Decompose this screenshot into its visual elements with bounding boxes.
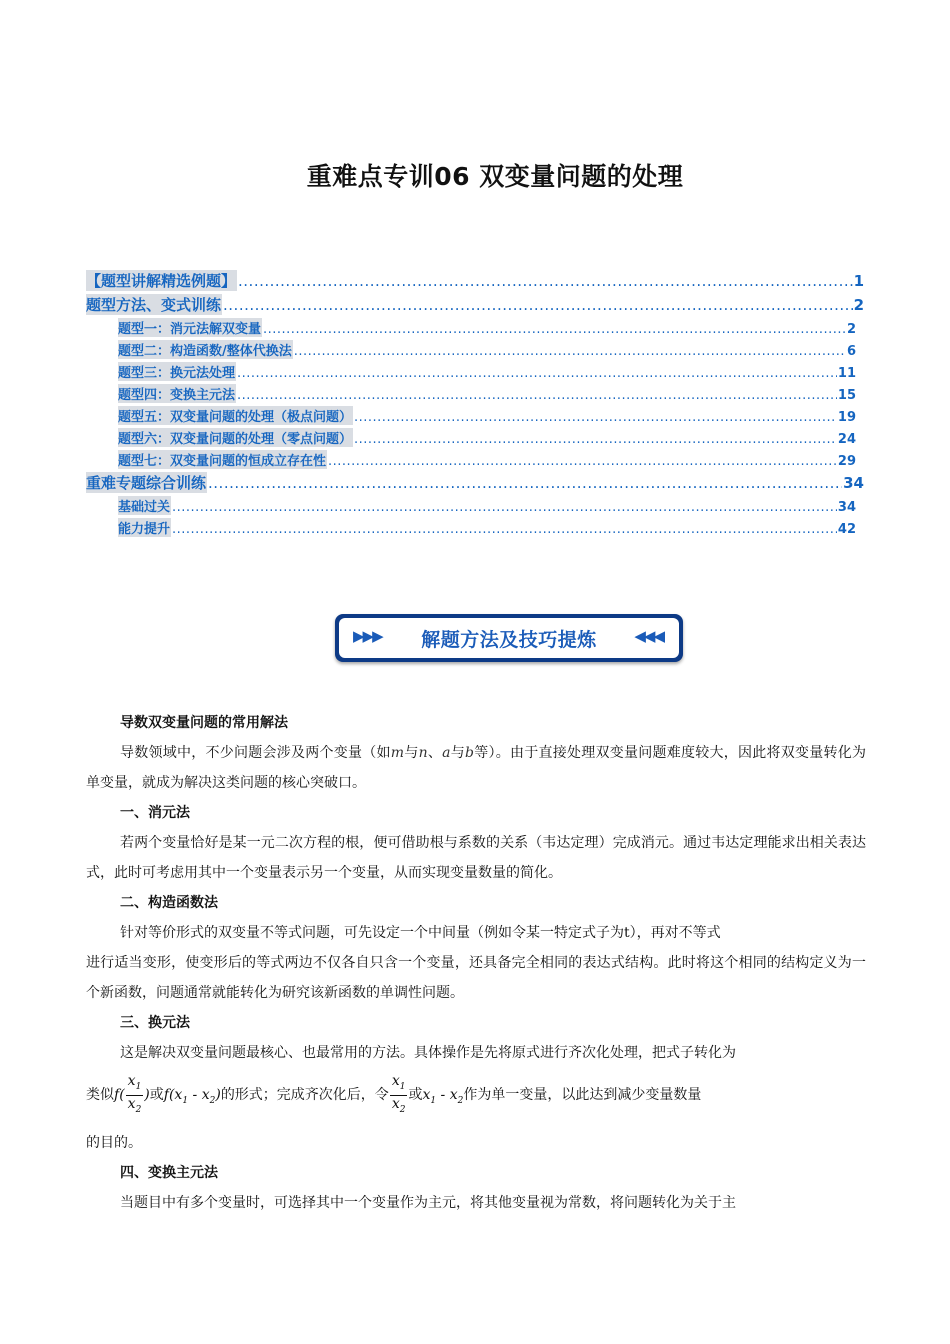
toc-entry[interactable] <box>86 428 864 450</box>
toc-leader <box>294 344 846 359</box>
method-paragraph: 若两个变量恰好是某一元二次方程的根，便可借助根与系数的关系（韦达定理）完成消元。通过韦达定理能求出相关表达式，此时可考虑用其中一个变量表示另一个变量，从而实现变量数量的简化。 <box>86 835 866 881</box>
toc-label: 题型二：构造函数/整体代换法 <box>118 340 293 359</box>
table-of-contents <box>86 270 864 540</box>
toc-leader <box>208 474 842 492</box>
toc-page: 34 <box>837 500 856 515</box>
text: 与 <box>450 745 466 761</box>
toc-leader <box>263 322 846 337</box>
toc-label: 题型四：变换主元法 <box>118 384 236 403</box>
intro-paragraph <box>86 738 866 798</box>
document-body <box>86 708 866 1218</box>
toc-entry[interactable] <box>86 496 864 518</box>
text: 或 <box>149 1087 164 1103</box>
toc-label: 能力提升 <box>118 518 171 537</box>
toc-page: 11 <box>837 366 856 381</box>
method-paragraph: 针对等价形式的双变量不等式问题，可先设定一个中间量（例如令某一特定式子为t），再对不等式 <box>120 925 721 941</box>
toc-label: 题型五：双变量问题的处理（极点问题） <box>118 406 353 425</box>
toc-entry[interactable] <box>86 384 864 406</box>
toc-page: 24 <box>837 432 856 447</box>
text: 的形式；完成齐次化后，令 <box>220 1087 389 1103</box>
toc-entry[interactable] <box>86 518 864 540</box>
toc-entry[interactable] <box>86 270 864 294</box>
toc-label: 重难专题综合训练 <box>86 474 207 492</box>
method-paragraph: 当题目中有多个变量时，可选择其中一个变量作为主元，将其他变量视为常数，将问题转化为关于主 <box>120 1194 736 1211</box>
toc-entry[interactable] <box>86 362 864 384</box>
toc-page: 29 <box>837 454 856 469</box>
toc-page: 42 <box>837 522 856 537</box>
toc-page: 15 <box>837 388 856 403</box>
section-heading: 导数双变量问题的常用解法 <box>120 715 288 731</box>
toc-leader <box>328 454 837 469</box>
math-expression: f( $\frac{x_1}{x_2}$ ) <box>114 1072 150 1115</box>
toc-page: 2 <box>853 296 864 314</box>
toc-label: 基础过关 <box>118 496 171 515</box>
method-heading: 一、消元法 <box>120 805 190 821</box>
toc-entry[interactable] <box>86 450 864 472</box>
right-arrows-icon: ▶▶▶ <box>353 627 382 645</box>
toc-leader <box>237 366 837 381</box>
toc-entry[interactable] <box>86 340 864 362</box>
toc-page: 34 <box>843 474 864 492</box>
toc-leader <box>354 432 837 447</box>
method-paragraph: 这是解决双变量问题最核心、也最常用的方法。具体操作是先将原式进行齐次化处理，把式子转化为 <box>120 1045 736 1061</box>
toc-leader <box>172 500 837 515</box>
page-title: 重难点专训06 双变量问题的处理 <box>306 162 684 191</box>
toc-entry[interactable] <box>86 406 864 428</box>
math-expression: $\frac{x_1}{x_2}$ <box>391 1072 406 1115</box>
toc-entry[interactable] <box>86 294 864 318</box>
text: 与 <box>404 745 419 761</box>
math-expression: $f(x_1 - x_2)$ <box>163 1087 221 1106</box>
toc-page: 6 <box>846 344 856 359</box>
text: 类似 <box>86 1087 114 1103</box>
toc-leader <box>172 522 837 537</box>
section-banner <box>335 614 683 662</box>
text: 等）。由于直接处理双变量问题难度较大，因此将双变量转化为单变量，就成为解决这类问题的核心突破口。 <box>86 745 867 791</box>
text: 或 <box>408 1087 423 1103</box>
math-var: b <box>465 745 474 761</box>
toc-page: 19 <box>837 410 856 425</box>
toc-leader <box>237 388 837 403</box>
banner-text: 解题方法及技巧提炼 <box>421 628 597 651</box>
left-arrows-icon: ◀◀◀ <box>634 627 663 645</box>
text: 、 <box>427 745 443 761</box>
text: 导数领域中，不少问题会涉及两个变量（如 <box>120 745 391 761</box>
method-heading: 四、变换主元法 <box>120 1164 218 1181</box>
method-paragraph: 的目的。 <box>86 1134 142 1151</box>
toc-page: 1 <box>853 272 864 290</box>
text: 作为单一变量，以此达到减少变量数量 <box>463 1087 702 1103</box>
toc-page: 2 <box>846 322 856 337</box>
toc-label: 【题型讲解精选例题】 <box>86 272 237 290</box>
math-var: n <box>418 745 428 761</box>
toc-label: 题型三：换元法处理 <box>118 362 236 381</box>
method-paragraph-math <box>86 1068 866 1128</box>
toc-leader <box>354 410 837 425</box>
method-heading: 三、换元法 <box>120 1015 190 1031</box>
toc-label: 题型七：双变量问题的恒成立存在性 <box>118 450 327 469</box>
toc-entry[interactable] <box>86 472 864 496</box>
math-var: m <box>390 745 405 761</box>
toc-leader <box>238 272 853 290</box>
math-expression: $x_1 - x_2$ <box>422 1087 464 1106</box>
toc-label: 题型方法、变式训练 <box>86 296 222 314</box>
toc-label: 题型六：双变量问题的处理（零点问题） <box>118 428 353 447</box>
toc-label: 题型一：消元法解双变量 <box>118 318 262 337</box>
toc-entry[interactable] <box>86 318 864 340</box>
method-heading: 二、构造函数法 <box>120 895 218 911</box>
banner-inner <box>339 618 679 658</box>
math-var: a <box>442 745 451 761</box>
toc-leader <box>223 296 853 314</box>
method-paragraph: 进行适当变形，使变形后的等式两边不仅各自只含一个变量，还具备完全相同的表达式结构。此时将这个相同的结构定义为一个新函数，问题通常就能转化为研究该新函数的单调性问题。 <box>86 955 866 1001</box>
